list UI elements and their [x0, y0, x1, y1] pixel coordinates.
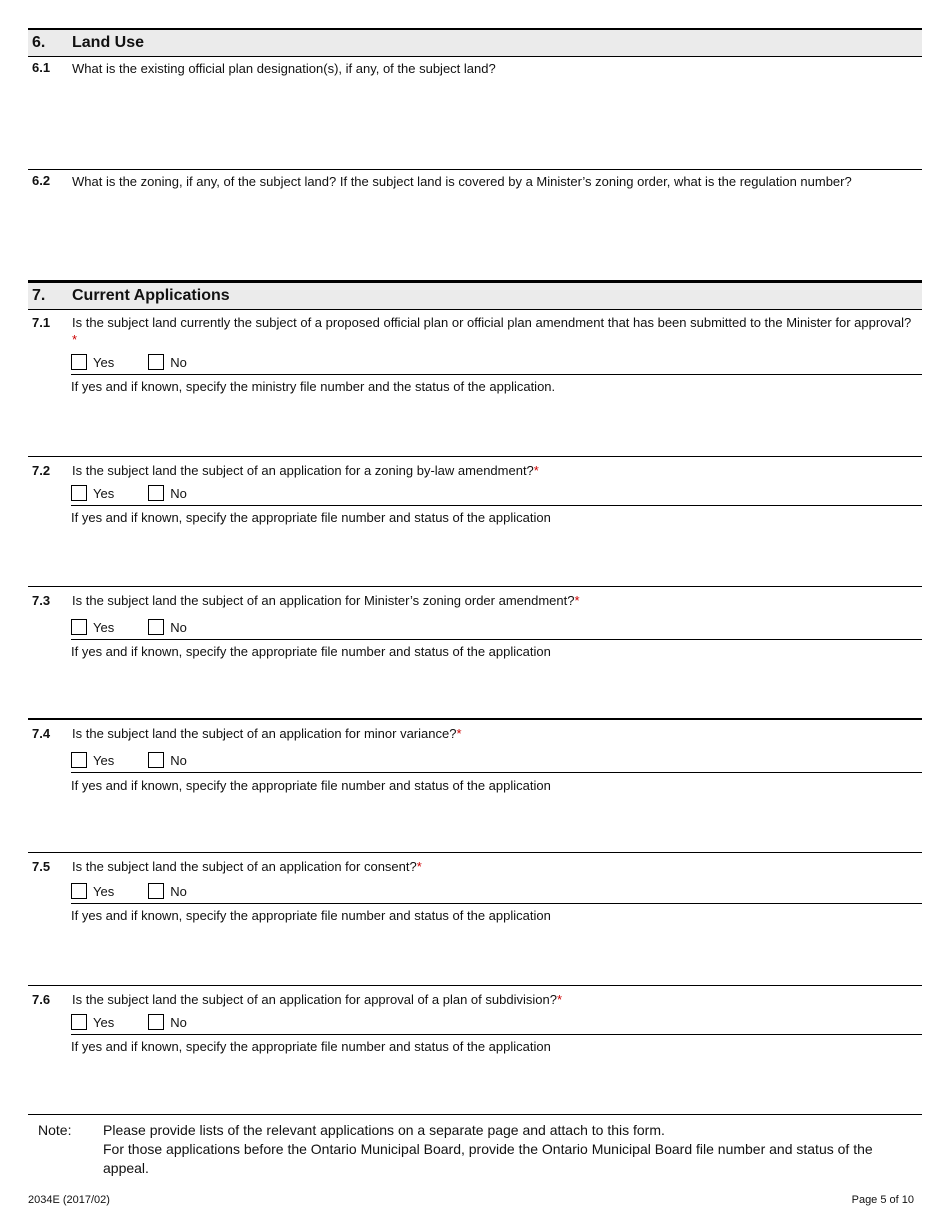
question-text: What is the zoning, if any, of the subject land? If the subject land is covered by a Minister’s zoning order, what is the regulation number?	[72, 174, 852, 189]
yes-label: Yes	[93, 354, 115, 370]
yes-checkbox[interactable]	[71, 354, 114, 370]
question-7-6	[28, 986, 922, 1115]
question-7-1	[28, 310, 922, 457]
required-asterisk: *	[533, 463, 539, 478]
yes-label: Yes	[93, 883, 115, 899]
question-number: 7.6	[32, 992, 51, 1007]
checkbox-box[interactable]	[148, 354, 164, 370]
yes-label: Yes	[93, 752, 115, 768]
required-asterisk: *	[574, 593, 580, 608]
yes-checkbox[interactable]	[71, 883, 114, 899]
question-number: 7.3	[32, 593, 51, 608]
question-number: 7.1	[32, 315, 51, 330]
no-label: No	[170, 354, 187, 370]
section-7-number: 7.	[32, 287, 46, 304]
required-asterisk: *	[72, 332, 78, 347]
checkbox-box[interactable]	[71, 354, 87, 370]
question-text: Is the subject land the subject of an application for a zoning by-law amendment?	[72, 463, 534, 478]
checkbox-box[interactable]	[71, 752, 87, 768]
checkbox-box[interactable]	[71, 1014, 87, 1030]
yes-label: Yes	[93, 619, 115, 635]
no-label: No	[170, 752, 187, 768]
page-number: Page 5 of 10	[851, 1194, 914, 1206]
checkbox-box[interactable]	[148, 619, 164, 635]
yes-label: Yes	[93, 1014, 115, 1030]
question-text: Is the subject land the subject of an application for consent?	[72, 859, 417, 874]
question-text: Is the subject land the subject of an application for minor variance?	[72, 726, 457, 741]
question-number: 7.4	[32, 726, 51, 741]
form-id: 2034E (2017/02)	[28, 1194, 110, 1206]
section-7-title: Current Applications	[72, 287, 230, 304]
question-6-2[interactable]	[28, 170, 922, 281]
question-number: 7.5	[32, 859, 51, 874]
checkbox-box[interactable]	[71, 485, 87, 501]
section-7-header	[28, 281, 922, 310]
checkbox-box[interactable]	[71, 883, 87, 899]
section-6-number: 6.	[32, 34, 46, 51]
checkbox-box[interactable]	[148, 1014, 164, 1030]
checkbox-box[interactable]	[148, 485, 164, 501]
checkbox-box[interactable]	[71, 619, 87, 635]
followup-field[interactable]	[71, 772, 922, 793]
no-label: No	[170, 485, 187, 501]
question-number: 6.2	[32, 173, 51, 188]
yes-label: Yes	[93, 485, 115, 501]
followup-field[interactable]	[71, 903, 922, 923]
question-text: Is the subject land currently the subject of a proposed official plan or official plan amendment that has been submitted to the Minister for approval?	[72, 315, 912, 330]
followup-field[interactable]	[71, 374, 922, 394]
question-text: Is the subject land the subject of an application for Minister’s zoning order amendment?	[72, 593, 575, 608]
section-6-title: Land Use	[72, 34, 145, 51]
no-label: No	[170, 883, 187, 899]
no-checkbox[interactable]	[148, 354, 187, 370]
section-6-header	[28, 28, 922, 57]
followup-text: If yes and if known, specify the ministry file number and the status of the application.	[71, 379, 556, 394]
followup-field[interactable]	[71, 1034, 922, 1054]
followup-text: If yes and if known, specify the appropriate file number and status of the application	[71, 510, 551, 525]
followup-text: If yes and if known, specify the appropriate file number and status of the application	[71, 1039, 551, 1054]
no-checkbox[interactable]	[148, 485, 187, 501]
checkbox-box[interactable]	[148, 883, 164, 899]
question-7-5	[28, 853, 922, 986]
checkbox-box[interactable]	[148, 752, 164, 768]
note-label: Note:	[38, 1122, 72, 1138]
followup-text: If yes and if known, specify the appropriate file number and status of the application	[71, 908, 551, 923]
yes-checkbox[interactable]	[71, 752, 114, 768]
no-checkbox[interactable]	[148, 1014, 187, 1030]
yes-checkbox[interactable]	[71, 1014, 114, 1030]
no-label: No	[170, 1014, 187, 1030]
question-text: Is the subject land the subject of an application for approval of a plan of subdivision?	[72, 992, 557, 1007]
no-label: No	[170, 619, 187, 635]
question-6-1[interactable]	[28, 57, 922, 170]
required-asterisk: *	[556, 992, 562, 1007]
page-footer	[28, 1194, 914, 1206]
required-asterisk: *	[416, 859, 422, 874]
yes-checkbox[interactable]	[71, 485, 114, 501]
question-7-3	[28, 587, 922, 720]
form-page	[28, 28, 922, 1178]
question-number: 6.1	[32, 60, 51, 75]
no-checkbox[interactable]	[148, 752, 187, 768]
followup-field[interactable]	[71, 505, 922, 525]
followup-text: If yes and if known, specify the appropriate file number and status of the application	[71, 644, 551, 659]
followup-field[interactable]	[71, 639, 922, 659]
followup-text: If yes and if known, specify the appropriate file number and status of the application	[71, 778, 551, 793]
yes-checkbox[interactable]	[71, 619, 114, 635]
note-line-1: Please provide lists of the relevant applications on a separate page and attach to this form.	[103, 1122, 665, 1138]
note-line-2: For those applications before the Ontario Municipal Board, provide the Ontario Municipal Board file number and status of the appeal.	[103, 1141, 873, 1176]
required-asterisk: *	[456, 726, 462, 741]
question-7-2	[28, 457, 922, 587]
no-checkbox[interactable]	[148, 619, 187, 635]
question-text: What is the existing official plan designation(s), if any, of the subject land?	[72, 61, 496, 76]
note-block	[28, 1120, 922, 1178]
question-number: 7.2	[32, 463, 51, 478]
no-checkbox[interactable]	[148, 883, 187, 899]
question-7-4	[28, 720, 922, 853]
